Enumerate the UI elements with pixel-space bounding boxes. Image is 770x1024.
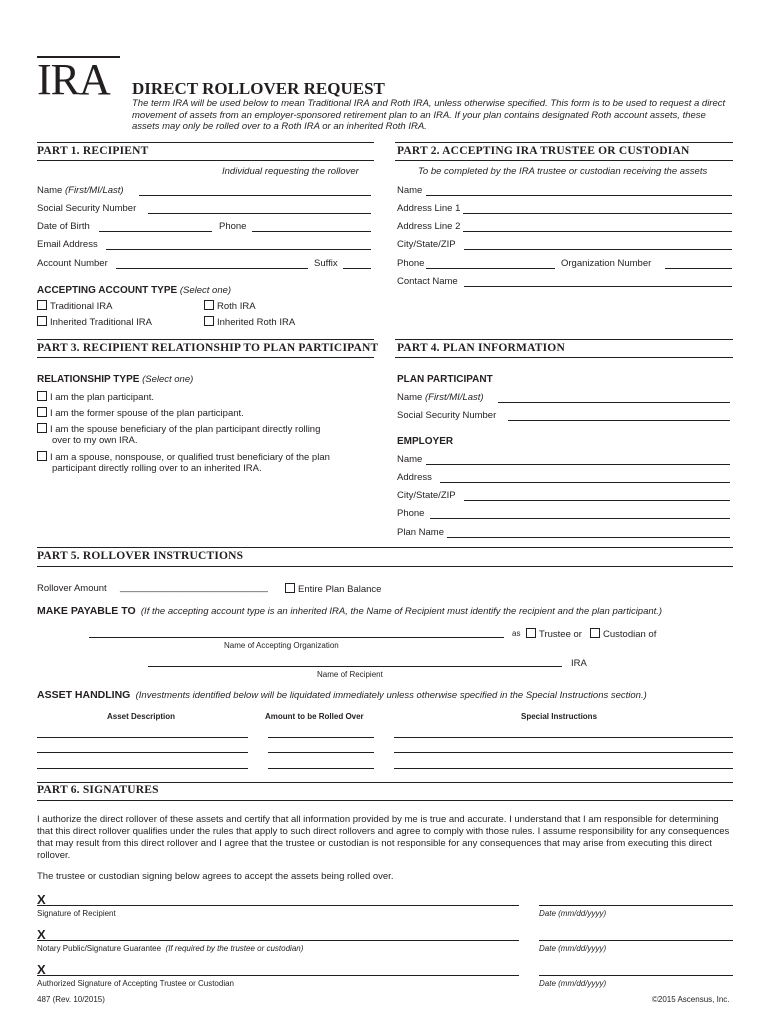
- trustee-addr1-label: Address Line 1: [397, 203, 461, 214]
- asset-desc-row-2[interactable]: [37, 752, 248, 753]
- asset-special-row-1[interactable]: [394, 737, 733, 738]
- account-type-heading: ACCEPTING ACCOUNT TYPE (Select one): [37, 285, 232, 296]
- asset-amount-row-1[interactable]: [268, 737, 374, 738]
- recipient-account-field[interactable]: [116, 268, 308, 269]
- trustee-phone-label: Phone: [397, 258, 425, 269]
- rel-opt-participant[interactable]: I am the plan participant.: [37, 391, 154, 403]
- trustee-signature-field[interactable]: [37, 975, 519, 976]
- recipient-signature-field[interactable]: [37, 905, 519, 906]
- recipient-name-label: Name (First/MI/Last): [37, 185, 124, 196]
- checkbox-icon[interactable]: [204, 300, 214, 310]
- checkbox-icon[interactable]: [37, 407, 47, 417]
- part3-rule-bottom: [37, 357, 374, 358]
- checkbox-icon[interactable]: [37, 451, 47, 461]
- plan-participant-heading: PLAN PARTICIPANT: [397, 374, 493, 385]
- relationship-heading: RELATIONSHIP TYPE (Select one): [37, 374, 194, 385]
- asset-amount-row-2[interactable]: [268, 752, 374, 753]
- trustee-name-label: Name: [397, 185, 423, 196]
- employer-phone-label: Phone: [397, 508, 425, 519]
- recipient-suffix-field[interactable]: [343, 268, 371, 269]
- asset-special-row-3[interactable]: [394, 768, 733, 769]
- trustee-statement: The trustee or custodian signing below agrees to accept the assets being rolled over.: [37, 871, 394, 882]
- plan-name-label: Plan Name: [397, 527, 444, 538]
- recipient-suffix-label: Suffix: [314, 258, 338, 269]
- trustee-date-label: Date (mm/dd/yyyy): [539, 979, 607, 988]
- employer-city-field[interactable]: [464, 500, 730, 501]
- col-special-instructions: Special Instructions: [521, 712, 598, 721]
- trustee-date-field[interactable]: [539, 975, 733, 976]
- copyright: ©2015 Ascensus, Inc.: [652, 995, 730, 1004]
- as-label: as: [512, 629, 521, 638]
- part4-title: PART 4. PLAN INFORMATION: [397, 342, 565, 354]
- participant-ssn-label: Social Security Number: [397, 410, 497, 421]
- part2-title: PART 2. ACCEPTING IRA TRUSTEE OR CUSTODIAN: [397, 145, 690, 157]
- opt-inherited-traditional-ira[interactable]: Inherited Traditional IRA: [37, 316, 152, 328]
- trustee-addr2-label: Address Line 2: [397, 221, 461, 232]
- checkbox-icon[interactable]: [204, 316, 214, 326]
- rollover-amount-field[interactable]: ____________________________: [120, 582, 268, 593]
- recipient-caption: Name of Recipient: [317, 670, 383, 679]
- part5-rule-bottom: [37, 566, 733, 567]
- part1-rule: [37, 142, 374, 143]
- checkbox-icon[interactable]: [37, 423, 47, 433]
- part4-rule-bottom: [395, 357, 733, 358]
- part1-subtitle: Individual requesting the rollover: [222, 166, 359, 177]
- rel-opt-beneficiary-inherited-cont: participant directly rolling over to an inherited IRA.: [52, 463, 262, 474]
- checkbox-icon[interactable]: [590, 628, 600, 638]
- accepting-organization-field[interactable]: [89, 637, 504, 638]
- asset-desc-row-1[interactable]: [37, 737, 248, 738]
- participant-name-label: Name (First/MI/Last): [397, 392, 484, 403]
- participant-ssn-field[interactable]: [508, 420, 730, 421]
- part2-subtitle: To be completed by the IRA trustee or custodian receiving the assets: [418, 166, 708, 177]
- opt-inherited-roth-ira[interactable]: Inherited Roth IRA: [204, 316, 295, 328]
- asset-handling-heading: ASSET HANDLING (Investments identified below will be liquidated immediately unless otherwise specified in the Special Instructions section.): [37, 689, 647, 701]
- trustee-contact-field[interactable]: [464, 286, 732, 287]
- trustee-phone-field[interactable]: [426, 268, 555, 269]
- notary-date-field[interactable]: [539, 940, 733, 941]
- opt-custodian[interactable]: Custodian of: [590, 628, 656, 640]
- rel-opt-spouse-beneficiary[interactable]: I am the spouse beneficiary of the plan participant directly rolling: [37, 423, 320, 435]
- org-caption: Name of Accepting Organization: [224, 641, 339, 650]
- part4-rule: [395, 339, 733, 340]
- checkbox-icon[interactable]: [37, 391, 47, 401]
- sig1-x-mark: X: [37, 892, 46, 907]
- sig3-x-mark: X: [37, 962, 46, 977]
- opt-entire-plan-balance[interactable]: Entire Plan Balance: [285, 583, 381, 595]
- part1-rule-bottom: [37, 160, 374, 161]
- opt-traditional-ira[interactable]: Traditional IRA: [37, 300, 112, 312]
- participant-name-field[interactable]: [498, 402, 730, 403]
- part1-title: PART 1. RECIPIENT: [37, 145, 149, 157]
- part2-rule-bottom: [395, 160, 733, 161]
- part5-title: PART 5. ROLLOVER INSTRUCTIONS: [37, 550, 244, 562]
- sig2-x-mark: X: [37, 927, 46, 942]
- employer-address-label: Address: [397, 472, 432, 483]
- notary-signature-field[interactable]: [37, 940, 519, 941]
- checkbox-icon[interactable]: [37, 300, 47, 310]
- plan-name-field[interactable]: [447, 537, 730, 538]
- intro-text: The term IRA will be used below to mean Traditional IRA and Roth IRA, unless otherwise specified. This form is to be used to request a direct movement of assets from an employer-sponsored retirement plan to an IRA. If your plan contains designated Roth account assets, these assets may only be rolled over to a Roth IRA or an inherited Roth IRA.: [132, 98, 726, 132]
- recipient-ssn-field[interactable]: [148, 213, 371, 214]
- trustee-org-number-label: Organization Number: [561, 258, 652, 269]
- rel-opt-spouse-beneficiary-cont: over to my own IRA.: [52, 435, 138, 446]
- recipient-name-field[interactable]: [139, 195, 371, 196]
- recipient-email-label: Email Address: [37, 239, 98, 250]
- recipient-email-field[interactable]: [106, 249, 371, 250]
- notary-date-label: Date (mm/dd/yyyy): [539, 944, 607, 953]
- form-title: DIRECT ROLLOVER REQUEST: [132, 79, 385, 98]
- part6-title: PART 6. SIGNATURES: [37, 784, 159, 796]
- recipient-signature-label: Signature of Recipient: [37, 909, 116, 918]
- recipient-date-field[interactable]: [539, 905, 733, 906]
- trustee-addr1-field[interactable]: [463, 213, 732, 214]
- employer-address-field[interactable]: [440, 482, 730, 483]
- rel-opt-beneficiary-inherited[interactable]: I am a spouse, nonspouse, or qualified trust beneficiary of the plan: [37, 451, 330, 463]
- authorization-statement: I authorize the direct rollover of these assets and certify that all information provided by me is true and accurate. I understand that I am responsible for determining that this direct rollover qualifies under the rules that apply to such direct rollovers and agree to comply with those rules. I assume responsibility for any consequences that may result from this direct rollover and I agree that the trustee or custodian is not responsible for any consequences that may arise from executing this direct rollover.: [37, 814, 730, 861]
- employer-city-label: City/State/ZIP: [397, 490, 456, 501]
- opt-roth-ira[interactable]: Roth IRA: [204, 300, 256, 312]
- employer-name-field[interactable]: [426, 464, 730, 465]
- employer-heading: EMPLOYER: [397, 436, 454, 447]
- recipient-account-label: Account Number: [37, 258, 108, 269]
- ira-suffix-label: IRA: [571, 658, 587, 669]
- employer-name-label: Name: [397, 454, 423, 465]
- asset-desc-row-3[interactable]: [37, 768, 248, 769]
- checkbox-icon[interactable]: [526, 628, 536, 638]
- asset-amount-row-3[interactable]: [268, 768, 374, 769]
- trustee-addr2-field[interactable]: [463, 231, 732, 232]
- part3-rule: [37, 339, 374, 340]
- recipient-dob-field[interactable]: [99, 231, 212, 232]
- employer-phone-field[interactable]: [430, 518, 730, 519]
- col-amount-rolled: Amount to be Rolled Over: [265, 712, 364, 721]
- make-payable-heading: MAKE PAYABLE TO (If the accepting account type is an inherited IRA, the Name of Recipient must identify the recipient and the plan participant.): [37, 605, 663, 617]
- recipient-phone-label: Phone: [219, 221, 247, 232]
- form-number: 487 (Rev. 10/2015): [37, 995, 105, 1004]
- opt-trustee[interactable]: Trustee or: [526, 628, 582, 640]
- part6-rule-bottom: [37, 800, 733, 801]
- asset-special-row-2[interactable]: [394, 752, 733, 753]
- checkbox-icon[interactable]: [285, 583, 295, 593]
- notary-signature-label: Notary Public/Signature Guarantee (If required by the trustee or custodian): [37, 944, 304, 953]
- trustee-org-number-field[interactable]: [665, 268, 732, 269]
- part5-rule: [37, 547, 733, 548]
- rel-opt-former-spouse[interactable]: I am the former spouse of the plan participant.: [37, 407, 244, 419]
- col-asset-description: Asset Description: [107, 712, 176, 721]
- rollover-amount-label: Rollover Amount: [37, 583, 107, 594]
- trustee-city-label: City/State/ZIP: [397, 239, 456, 250]
- recipient-phone-field[interactable]: [252, 231, 371, 232]
- recipient-dob-label: Date of Birth: [37, 221, 90, 232]
- recipient-date-label: Date (mm/dd/yyyy): [539, 909, 607, 918]
- recipient-ssn-label: Social Security Number: [37, 203, 137, 214]
- part6-rule: [37, 782, 733, 783]
- trustee-signature-label: Authorized Signature of Accepting Trustee or Custodian: [37, 979, 235, 988]
- trustee-contact-label: Contact Name: [397, 276, 458, 287]
- trustee-name-field[interactable]: [426, 195, 732, 196]
- trustee-city-field[interactable]: [464, 249, 732, 250]
- checkbox-icon[interactable]: [37, 316, 47, 326]
- part2-rule: [395, 142, 733, 143]
- part3-title: PART 3. RECIPIENT RELATIONSHIP TO PLAN PARTICIPANT: [37, 342, 379, 354]
- ira-heading: IRA: [37, 55, 110, 104]
- recipient-name-payable-field[interactable]: [148, 666, 562, 667]
